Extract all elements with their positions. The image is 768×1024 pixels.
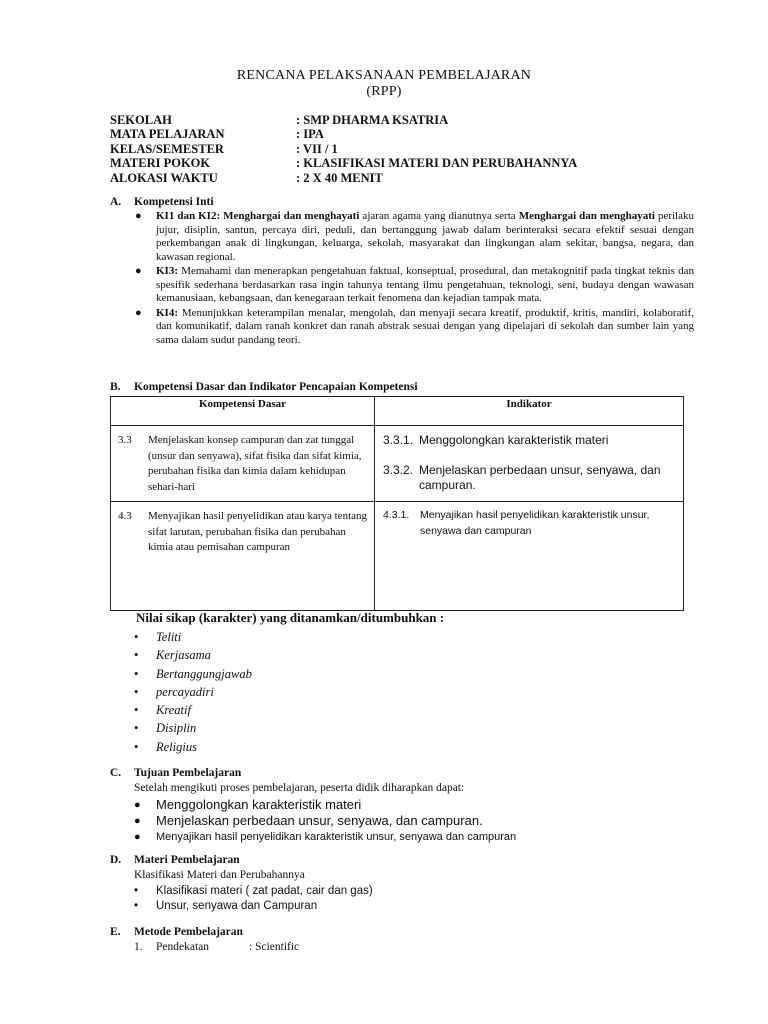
materi-intro: Klasifikasi Materi dan Perubahannya <box>134 869 305 881</box>
indicator-item <box>383 463 676 493</box>
indicator-number: 3.3.2. <box>383 463 414 477</box>
identity-label: MATERI POKOK <box>110 156 211 171</box>
materi-text: Unsur, senyawa dan Campuran <box>156 900 318 912</box>
tujuan-list <box>134 797 516 845</box>
indicator-text: Menjelaskan perbedaan unsur, senyawa, dan campuran. <box>419 463 661 492</box>
identity-value: : KLASIFIKASI MATERI DAN PERUBAHANNYA <box>296 156 578 171</box>
character-values-list <box>134 628 252 756</box>
ki-tag: KI4: <box>156 306 178 319</box>
bullet-icon: ● <box>134 831 141 843</box>
section-a-heading <box>110 196 214 208</box>
section-c-heading <box>110 767 241 779</box>
identity-row-topic <box>110 156 577 170</box>
list-item <box>134 813 516 829</box>
table-header-row <box>111 397 684 426</box>
kd-text: Menyajikan hasil penyelidikan atau karya tentang sifat larutan, perubahan fisika dan perubahan kimia atau pemisahan campuran <box>148 510 368 553</box>
table-row <box>111 426 684 502</box>
bullet-icon: ● <box>135 210 142 222</box>
materi-text: Klasifikasi materi ( zat padat, cair dan gas) <box>156 885 373 897</box>
table-cell-indicator <box>375 502 684 611</box>
identity-value: : 2 X 40 MENIT <box>296 170 383 185</box>
list-item <box>134 797 516 813</box>
identity-row-class <box>110 142 577 156</box>
identity-row-time <box>110 171 577 185</box>
section-b-heading <box>110 381 418 393</box>
tujuan-intro: Setelah mengikuti proses pembelajaran, peserta didik diharapkan dapat: <box>134 782 465 794</box>
character-values-heading: Nilai sikap (karakter) yang ditanamkan/ditumbuhkan : <box>136 610 445 625</box>
section-e-heading <box>110 926 243 938</box>
indicator-number: 4.3.1. <box>383 509 410 521</box>
competency-table <box>110 396 684 611</box>
identity-label: MATA PELAJARAN <box>110 127 225 142</box>
section-title: Metode Pembelajaran <box>134 926 243 938</box>
value-text: Kerjasama <box>156 648 211 663</box>
table-cell-indicator <box>375 426 684 502</box>
value-text: Bertanggungjawab <box>156 666 252 681</box>
bullet-icon: • <box>134 648 139 663</box>
kd-number: 3.3 <box>118 434 132 446</box>
table-row <box>111 502 684 611</box>
tujuan-text: Menyajikan hasil penyelidikan karakteristik unsur, senyawa dan campuran <box>156 831 517 843</box>
section-number: B. <box>110 381 121 393</box>
ki-item-3 <box>134 265 694 306</box>
bullet-icon: • <box>134 900 139 912</box>
section-number: C. <box>110 767 122 779</box>
list-item <box>134 738 252 756</box>
kd-text: Menjelaskan konsep campuran dan zat tunggal (unsur dan senyawa), sifat fisika dan sifat kimia, perubahan fisika dan kimia dalam kehidupan sehari-hari <box>148 434 362 493</box>
kompetensi-inti-list <box>134 210 694 348</box>
section-number: E. <box>110 926 121 938</box>
bullet-icon: ● <box>134 815 141 827</box>
ki-text: Memahami dan menerapkan pengetahuan faktual, konseptual, prosedural, dan metakognitif pada tingkat teknis dan spesifik sederhana berdasarkan rasa ingin tahunya tentang ilmu pengetahuan, teknologi, seni, budaya dengan wawasan kemanusiaan, kebangsaan, dan kenegaraan terkait fenomena dan kejadian tampak mata. <box>156 265 694 304</box>
list-item <box>134 665 252 683</box>
kd-number: 4.3 <box>118 510 132 522</box>
identity-block <box>110 113 577 185</box>
materi-list <box>134 884 373 914</box>
bullet-icon: • <box>134 885 139 897</box>
value-text: Disiplin <box>156 721 197 736</box>
document-subtitle: (RPP) <box>366 84 402 99</box>
table-header-kd: Kompetensi Dasar <box>111 397 375 426</box>
bullet-icon: • <box>134 684 139 699</box>
list-item <box>134 719 252 737</box>
ki-tag: KI3: <box>156 265 178 277</box>
section-number: D. <box>110 854 122 866</box>
value-text: percayadiri <box>156 684 214 699</box>
bullet-icon: ● <box>135 306 142 319</box>
value-text: Teliti <box>156 630 182 644</box>
identity-label: SEKOLAH <box>110 113 172 127</box>
table-header-indicator: Indikator <box>375 397 684 426</box>
bullet-icon: • <box>134 630 139 644</box>
list-item <box>134 646 252 664</box>
ki-bold-lead: Menghargai dan menghayati <box>223 210 360 222</box>
bullet-icon: • <box>134 703 139 718</box>
indicator-text: Menggolongkan karakteristik materi <box>419 433 609 447</box>
section-d-heading <box>110 854 240 866</box>
tujuan-text: Menjelaskan perbedaan unsur, senyawa, dan campuran. <box>156 813 483 828</box>
ki-bold-mid: Menghargai dan menghayati <box>518 210 655 222</box>
metode-number: 1. <box>134 941 143 953</box>
indicator-item <box>383 508 676 539</box>
identity-row-school <box>110 113 577 127</box>
ki-text: ajaran agama yang dianutnya serta <box>359 210 519 222</box>
metode-item <box>134 941 299 953</box>
section-title: Kompetensi Inti <box>134 196 214 208</box>
ki-text-2: perilaku jujur, disiplin, santun, percaya diri, peduli, dan bertanggung jawab dalam berinteraksi secara efektif sesuai dengan perkembangan anak di lingkungan, keluarga, sekolah, masyarakat dan lingkungan alam sekitar, bangsa, negara, dan kawasan regional. <box>156 210 694 263</box>
tujuan-text: Menggolongkan karakteristik materi <box>156 797 362 812</box>
table-cell-kd <box>111 426 375 502</box>
metode-value: : Scientific <box>249 941 300 953</box>
section-title: Kompetensi Dasar dan Indikator Pencapaian Kompetensi <box>134 381 418 393</box>
indicator-text: Menyajikan hasil penyelidikan karakteristik unsur, senyawa dan campuran <box>420 509 650 537</box>
section-number: A. <box>110 196 122 208</box>
ki-item-4 <box>134 307 694 348</box>
indicator-number: 3.3.1. <box>383 433 414 447</box>
document-title: RENCANA PELAKSANAAN PEMBELAJARAN <box>236 68 532 83</box>
identity-label: KELAS/SEMESTER <box>110 141 224 156</box>
section-title: Materi Pembelajaran <box>134 854 240 866</box>
list-item <box>134 884 373 899</box>
table-cell-kd <box>111 502 375 611</box>
value-text: Kreatif <box>156 703 191 718</box>
list-item <box>134 829 516 845</box>
identity-row-subject <box>110 127 577 141</box>
bullet-icon: ● <box>134 799 141 811</box>
value-text: Religius <box>156 739 197 754</box>
list-item <box>134 899 373 914</box>
bullet-icon: ● <box>135 265 142 277</box>
list-item <box>134 628 252 646</box>
identity-value: : SMP DHARMA KSATRIA <box>296 113 449 127</box>
bullet-icon: • <box>134 666 139 681</box>
ki-item-1 <box>134 210 694 264</box>
ki-tag: KI1 dan KI2: <box>156 210 221 222</box>
section-title: Tujuan Pembelajaran <box>134 767 242 779</box>
list-item <box>134 683 252 701</box>
bullet-icon: • <box>134 739 139 754</box>
list-item <box>134 701 252 719</box>
ki-text: Menunjukkan keterampilan menalar, mengolah, dan menyaji secara kreatif, produktif, kritis, mandiri, kolaboratif, dan komunikatif, dalam ranah konkret dan ranah abstrak sesuai dengan yang dipelajari di sekolah dan sumber lain yang sama dalam sudut pandang teori. <box>156 306 694 346</box>
bullet-icon: • <box>134 721 139 736</box>
indicator-item <box>383 433 676 448</box>
metode-label: Pendekatan <box>156 941 210 953</box>
identity-value: : IPA <box>296 127 324 142</box>
identity-value: : VII / 1 <box>296 141 338 156</box>
identity-label: ALOKASI WAKTU <box>110 170 218 185</box>
